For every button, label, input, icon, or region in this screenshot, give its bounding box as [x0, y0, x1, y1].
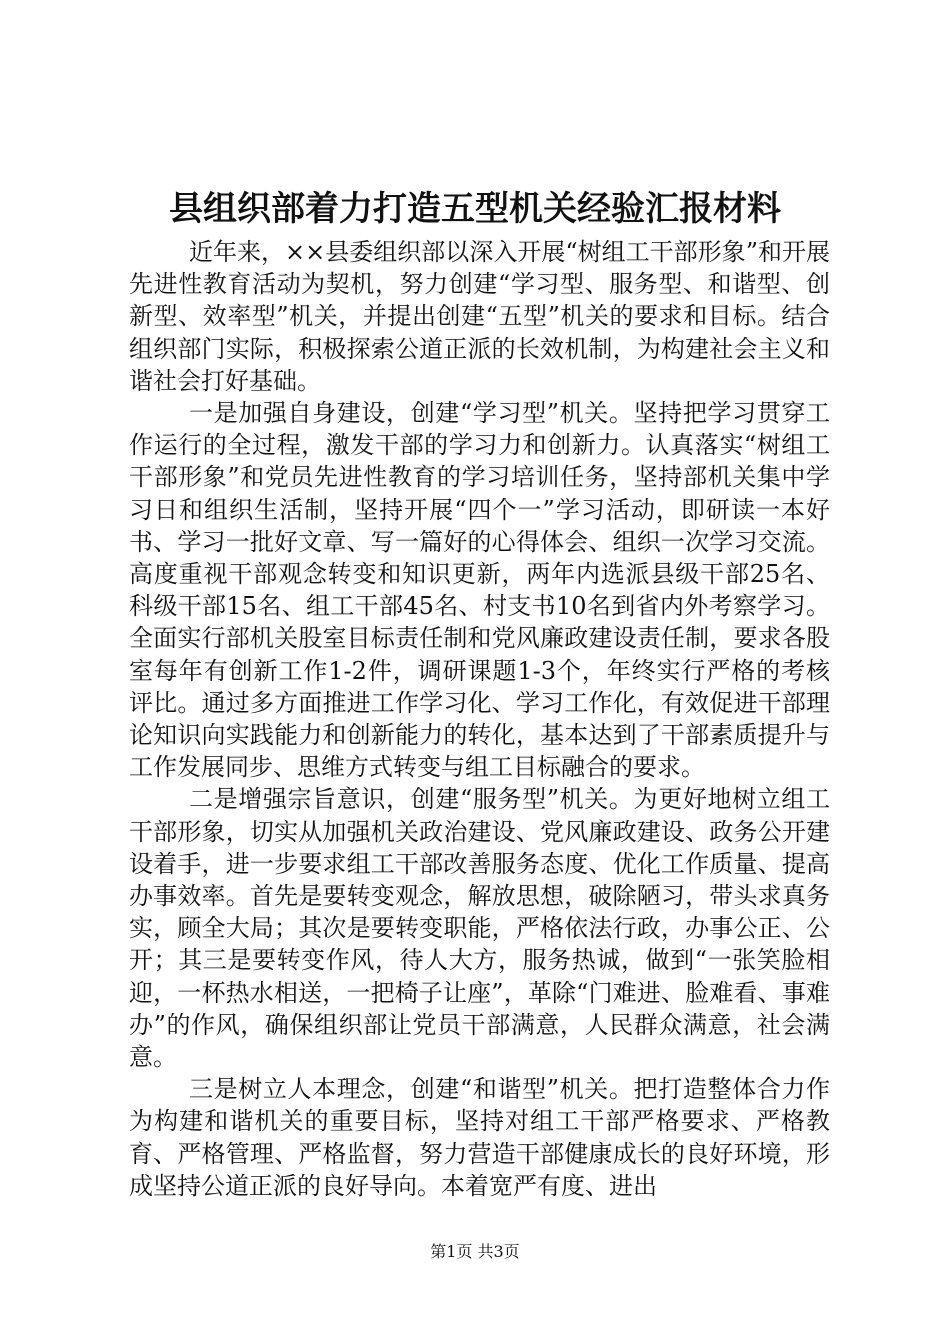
paragraph-learning-organ: 一是加强自身建设，创建“学习型”机关。坚持把学习贯穿工作运行的全过程，激发干部的学习力和创新力。认真落实“树组工干部形象”和党员先进性教育的学习培训任务，坚持部机关集中学习日和组织生活制，坚持开展“四个一”学习活动，即研读一本好书、学习一批好文章、写一篇好的心得体会、组织一次学习交流。高度重视干部观念转变和知识更新，两年内选派县级干部25名、科级干部15名、组工干部45名、村支书10名到省内外考察学习。全面实行部机关股室目标责任制和党风廉政建设责任制，要求各股室每年有创新工作1-2件，调研课题1-3个，年终实行严格的考核评比。通过多方面推进工作学习化、学习工作化，有效促进干部理论知识向实践能力和创新能力的转化，基本达到了干部素质提升与工作发展同步、思维方式转变与组工目标融合的要求。	[129, 399, 830, 782]
paragraph-service-organ: 二是增强宗旨意识，创建“服务型”机关。为更好地树立组工干部形象，切实从加强机关政治建设、党风廉政建设、政务公开建设着手，进一步要求组工干部改善服务态度、优化工作质量、提高办事效率。首先是要转变观念，解放思想，破除陋习，带头求真务实，顾全大局；其次是要转变职能，严格依法行政，办事公正、公开；其三是要转变作风，待人大方，服务热诚，做到“一张笑脸相迎，一杯热水相送，一把椅子让座”，革除“门难进、脸难看、事难办”的作风，确保组织部让党员干部满意，人民群众满意，社会满意。	[129, 785, 830, 1072]
page-footer: 第1页 共3页	[430, 1242, 520, 1261]
paragraph-harmony-organ: 三是树立人本理念，创建“和谐型”机关。把打造整体合力作为构建和谐机关的重要目标，坚持对组工干部严格要求、严格教育、严格管理、严格监督，努力营造干部健康成长的良好环境，形成坚持公道正派的良好导向。本着宽严有度、进出	[129, 1075, 830, 1200]
document-body	[129, 236, 830, 1202]
paragraph-intro: 近年来，××县委组织部以深入开展“树组工干部形象”和开展先进性教育活动为契机，努力创建“学习型、服务型、和谐型、创新型、效率型”机关，并提出创建“五型”机关的要求和目标。结合组织部门实际，积极探索公道正派的长效机制，为构建社会主义和谐社会打好基础。	[129, 238, 830, 395]
document-title: 县组织部着力打造五型机关经验汇报材料	[169, 189, 781, 229]
